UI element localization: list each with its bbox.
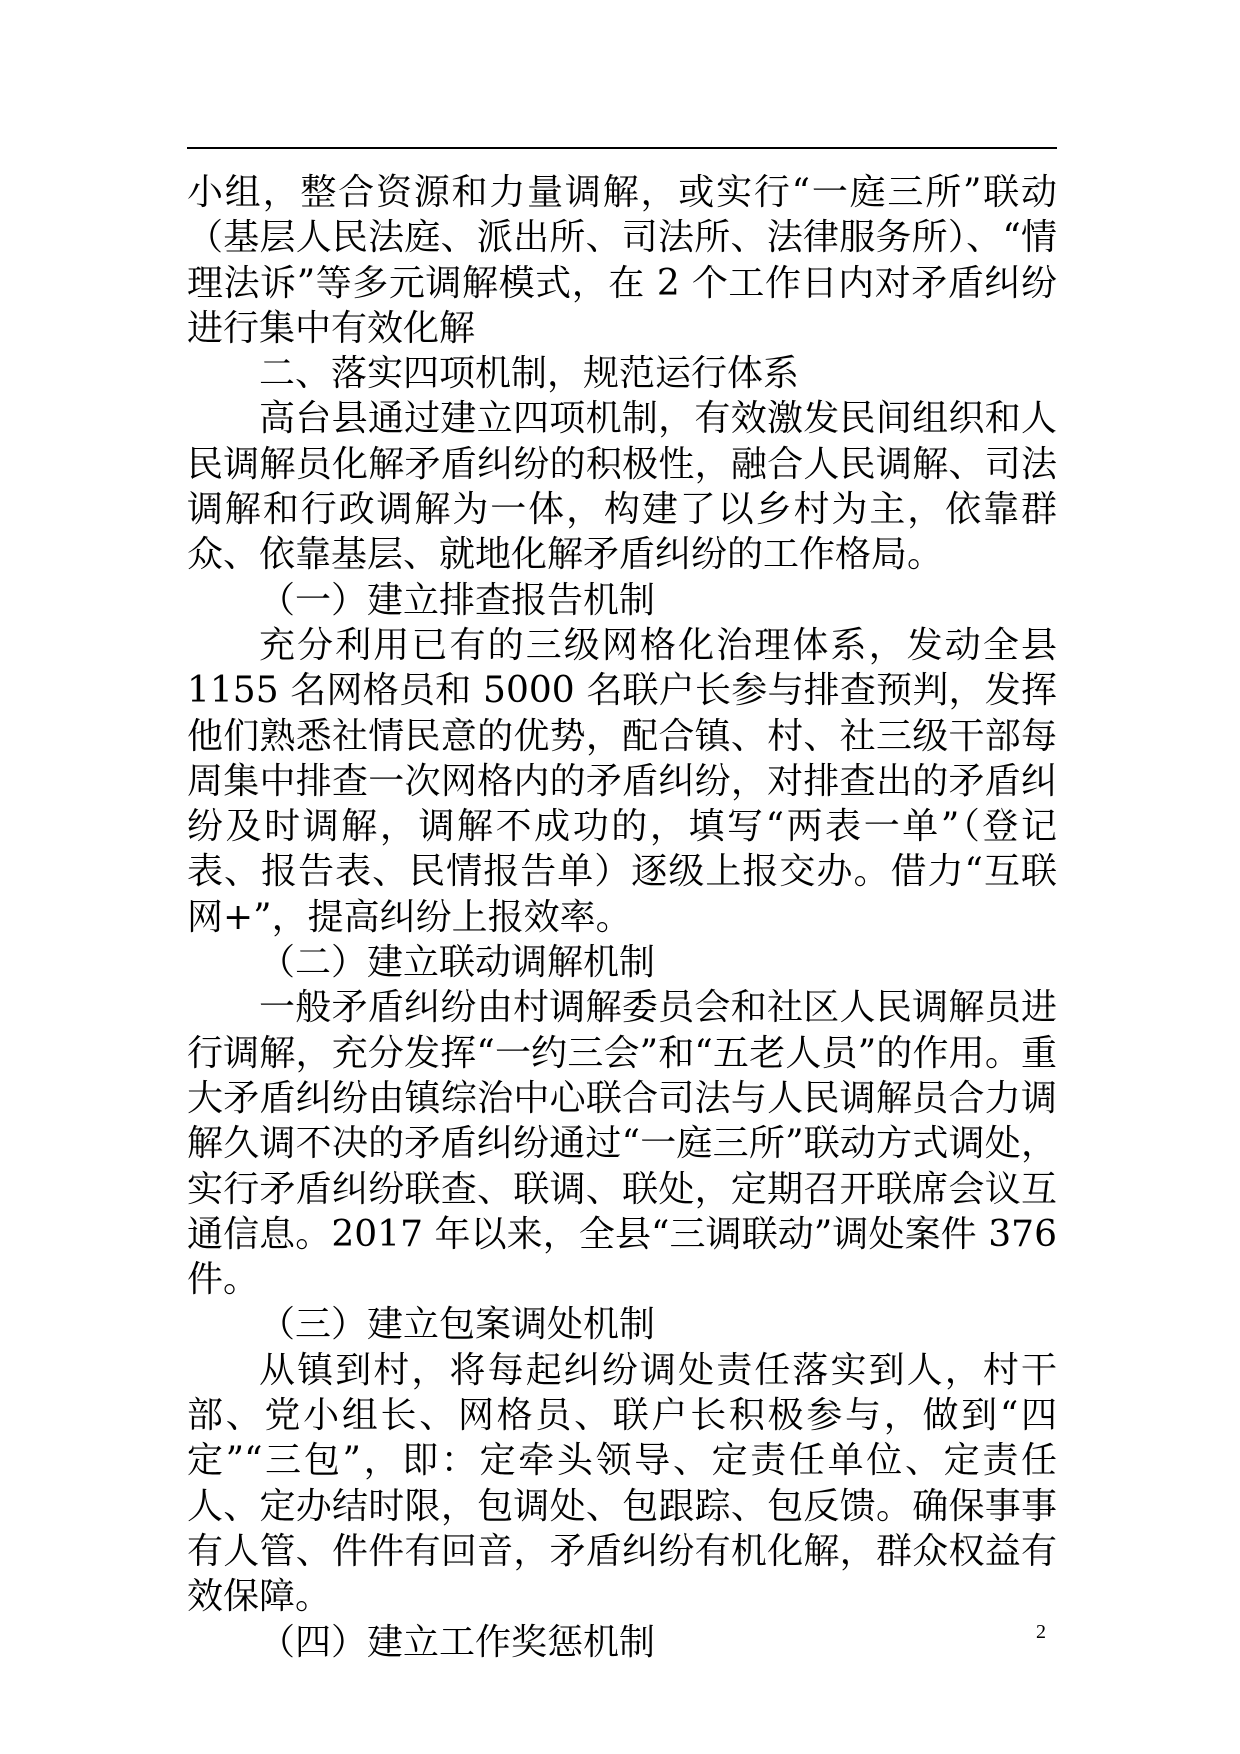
subsection-heading-3: （三）建立包案调处机制 <box>259 1304 656 1346</box>
subsection-heading-2: （二）建立联动调解机制 <box>259 942 656 984</box>
page-number: 2 <box>1036 1621 1046 1643</box>
paragraph: 一般矛盾纠纷由村调解委员会和社区人民调解员进行调解，充分发挥“一约三会”和“五老人员”的作用。重大矛盾纠纷由镇综治中心联合司法与人民调解员合力调解久调不决的矛盾纠纷通过“一庭三所”联动方式调处，实行矛盾纠纷联查、联调、联处，定期召开联席会议互通信息。2017 年以来，全县“三调联动”调处案件 376 件。 <box>187 987 1057 1301</box>
paragraph: 充分利用已有的三级网格化治理体系，发动全县 1155 名网格员和 5000 名联户长参与排查预判，发挥他们熟悉社情民意的优势，配合镇、村、社三级干部每周集中排查一次网格内的矛盾纠纷，对排查出的矛盾纠纷及时调解，调解不成功的，填写“两表一单”（登记表、报告表、民情报告单）逐级上报交办。借力“互联网+”，提高纠纷上报效率。 <box>187 624 1057 938</box>
paragraph-continued: 小组，整合资源和力量调解，或实行“一庭三所”联动（基层人民法庭、派出所、司法所、法律服务所）、“情理法诉”等多元调解模式，在 2 个工作日内对矛盾纠纷进行集中有效化解 <box>187 172 1057 349</box>
subsection-heading-4: （四）建立工作奖惩机制 <box>259 1621 656 1663</box>
document-body <box>187 170 1057 1665</box>
paragraph: 从镇到村，将每起纠纷调处责任落实到人，村干部、党小组长、网格员、联户长积极参与，做到“四定”“三包”，即：定牵头领导、定责任单位、定责任人、定办结时限，包调处、包跟踪、包反馈。确保事事有人管、件件有回音，矛盾纠纷有机化解，群众权益有效保障。 <box>187 1349 1057 1618</box>
subsection-heading-1: （一）建立排查报告机制 <box>259 579 656 621</box>
section-heading: 二、落实四项机制，规范运行体系 <box>259 353 800 395</box>
header-rule <box>187 147 1057 149</box>
paragraph: 高台县通过建立四项机制，有效激发民间组织和人民调解员化解矛盾纠纷的积极性，融合人民调解、司法调解和行政调解为一体，构建了以乡村为主，依靠群众、依靠基层、就地化解矛盾纠纷的工作格局。 <box>187 398 1057 576</box>
